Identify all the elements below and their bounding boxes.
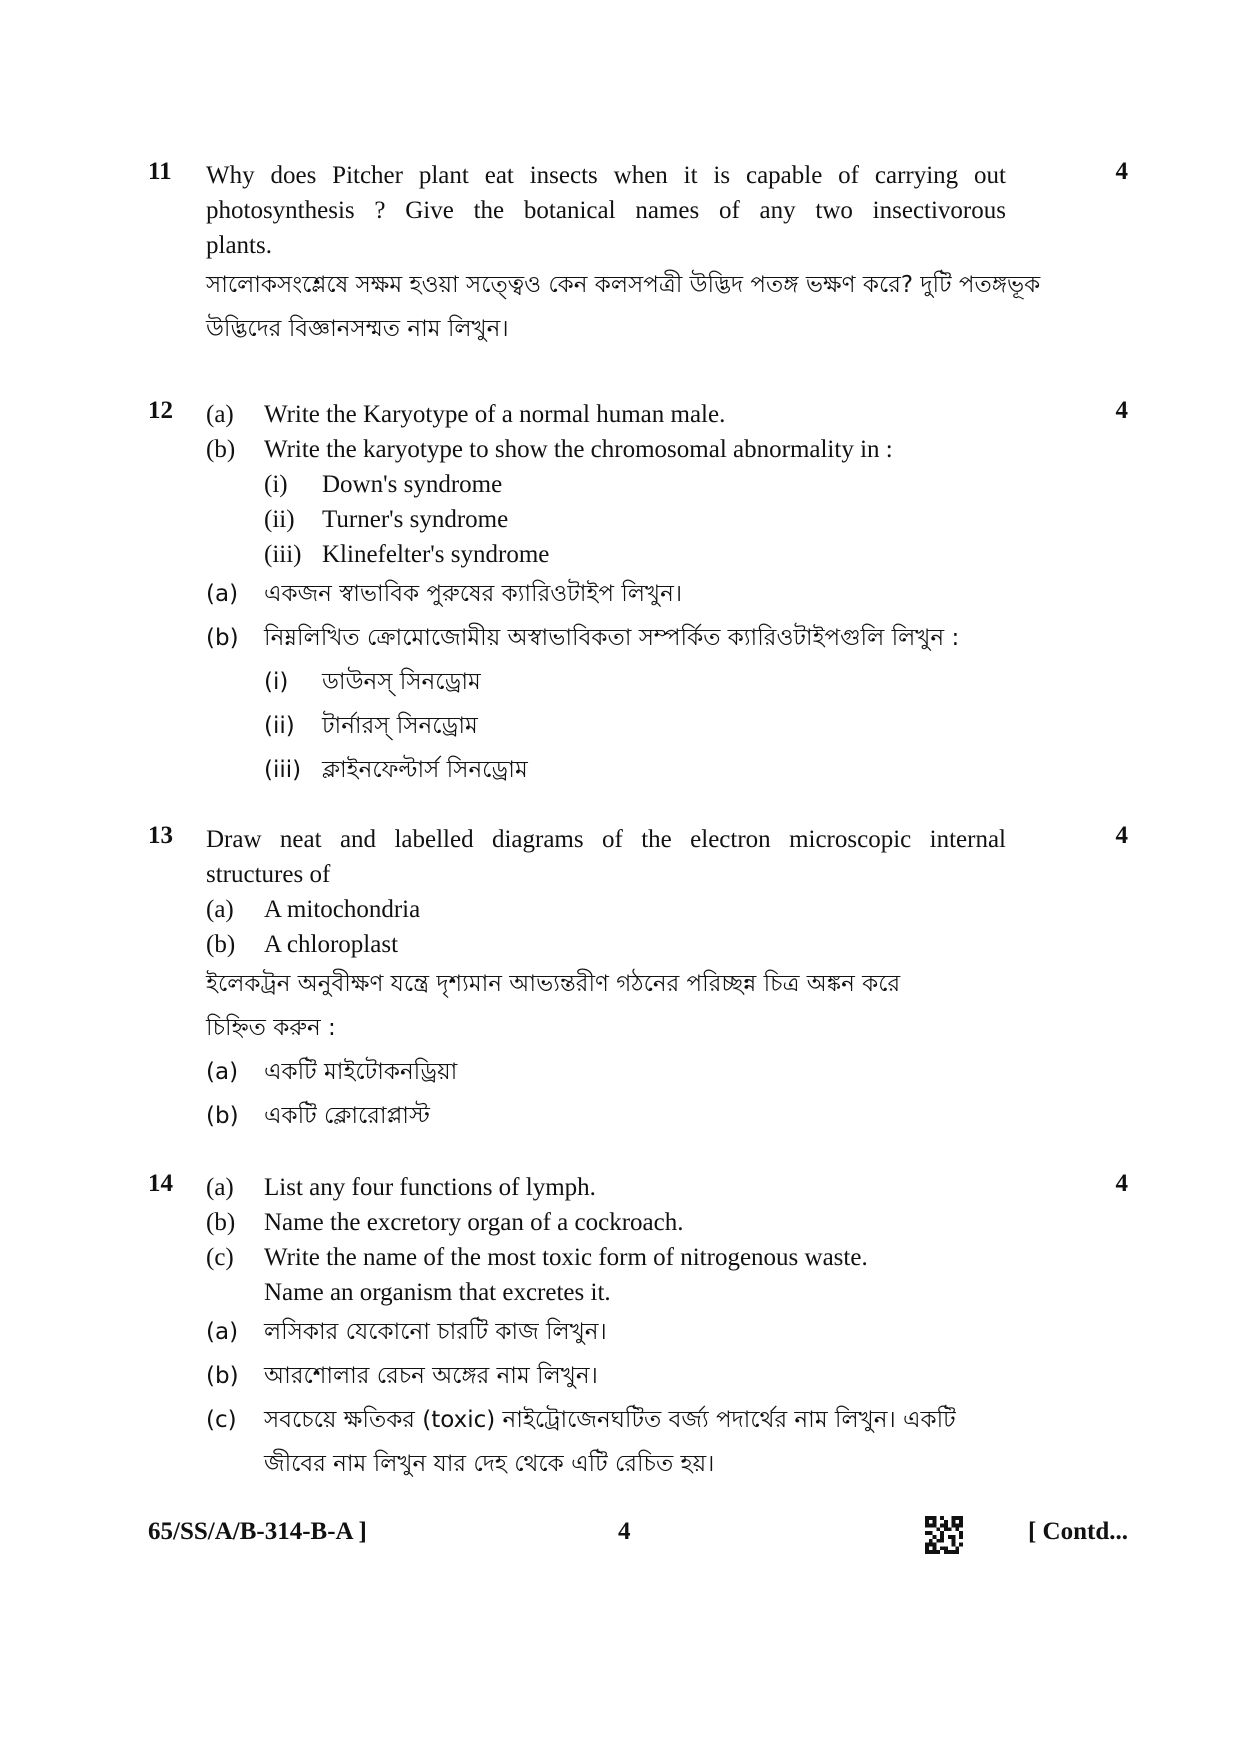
continued-label: [ Contd... (1027, 1518, 1128, 1545)
question-text-bn: উদ্ভিদের বিজ্ঞানসম্মত নাম লিখুন। (206, 316, 509, 342)
sub-question-c-bn-cont: জীবের নাম লিখুন যার দেহ থেকে এটি রেচিত হয়। (264, 1451, 715, 1477)
sub-question-b-en: (b) Write the karyotype to show the chromosomal abnormality in : (206, 436, 893, 463)
question-text-bn: ইলেকট্রন অনুবীক্ষণ যন্ত্রে দৃশ্যমান আভ্যন্তরীণ গঠনের পরিচ্ছন্ন চিত্র অঙ্কন করে (206, 971, 901, 997)
question-text-en: Why does Pitcher plant eat insects when it is capable of carrying out (206, 162, 1006, 189)
sub-question-c-bn: (c) সবচেয়ে ক্ষতিকর (toxic) নাইট্রোজেনঘটিত বর্জ্য পদার্থের নাম লিখুন। একটি (206, 1407, 956, 1433)
question-number: 13 (148, 822, 173, 849)
question-text-en: structures of (206, 861, 331, 888)
list-item: (iii) ক্লাইনফেল্টার্স সিনড্রোম (264, 757, 528, 783)
question-marks: 4 (1115, 822, 1128, 849)
question-number: 12 (148, 397, 173, 424)
question-text-bn: সালোকসংশ্লেষে সক্ষম হওয়া সত্ত্বেও কেন কলসপত্রী উদ্ভিদ পতঙ্গ ভক্ষণ করে? দুটি পতঙ্গভূক (206, 272, 1041, 298)
sub-question-a-bn: (a) একজন স্বাভাবিক পুরুষের ক্যারিওটাইপ লিখুন। (206, 581, 683, 607)
list-item: (b) একটি ক্লোরোপ্লাস্ট (206, 1103, 430, 1129)
question-12 (148, 397, 1128, 792)
question-14 (148, 1170, 1128, 1486)
sub-question-c-en: (c) Write the name of the most toxic form of nitrogenous waste. (206, 1244, 868, 1271)
question-text-en: plants. (206, 232, 272, 259)
sub-question-a-bn: (a) লসিকার যেকোনো চারটি কাজ লিখুন। (206, 1319, 607, 1345)
page-number: 4 (618, 1518, 631, 1545)
list-item: (ii) Turner's syndrome (264, 506, 509, 533)
page-footer (148, 1518, 1128, 1558)
paper-code: 65/SS/A/B-314-B-A ] (148, 1518, 367, 1545)
list-item: (i) Down's syndrome (264, 471, 503, 498)
question-text-en: photosynthesis ? Give the botanical names of any two insectivorous (206, 197, 1006, 224)
question-marks: 4 (1115, 158, 1128, 185)
question-number: 11 (148, 158, 172, 185)
question-text-bn: চিহ্নিত করুন : (206, 1015, 336, 1041)
question-marks: 4 (1115, 1170, 1128, 1197)
question-13 (148, 822, 1128, 1138)
sub-question-b-bn: (b) নিম্নলিখিত ক্রোমোজোমীয় অস্বাভাবিকতা সম্পর্কিত ক্যারিওটাইপগুলি লিখুন : (206, 625, 960, 651)
question-marks: 4 (1115, 397, 1128, 424)
question-text-en: Draw neat and labelled diagrams of the electron microscopic internal (206, 826, 1006, 853)
sub-question-a-en: (a) Write the Karyotype of a normal human male. (206, 401, 726, 428)
list-item: (b) A chloroplast (206, 931, 399, 958)
list-item: (i) ডাউনস্ সিনড্রোম (264, 669, 481, 695)
list-item: (iii) Klinefelter's syndrome (264, 541, 550, 568)
question-number: 14 (148, 1170, 173, 1197)
list-item: (a) একটি মাইটোকনড্রিয়া (206, 1059, 458, 1085)
sub-question-b-bn: (b) আরশোলার রেচন অঙ্গের নাম লিখুন। (206, 1363, 598, 1389)
question-11 (148, 158, 1128, 351)
list-item: (a) A mitochondria (206, 896, 421, 923)
sub-question-b-en: (b) Name the excretory organ of a cockroach. (206, 1209, 684, 1236)
sub-question-c-en-cont: Name an organism that excretes it. (264, 1279, 611, 1306)
sub-question-a-en: (a) List any four functions of lymph. (206, 1174, 596, 1201)
qr-code-icon (924, 1516, 964, 1554)
list-item: (ii) টার্নারস্ সিনড্রোম (264, 713, 478, 739)
